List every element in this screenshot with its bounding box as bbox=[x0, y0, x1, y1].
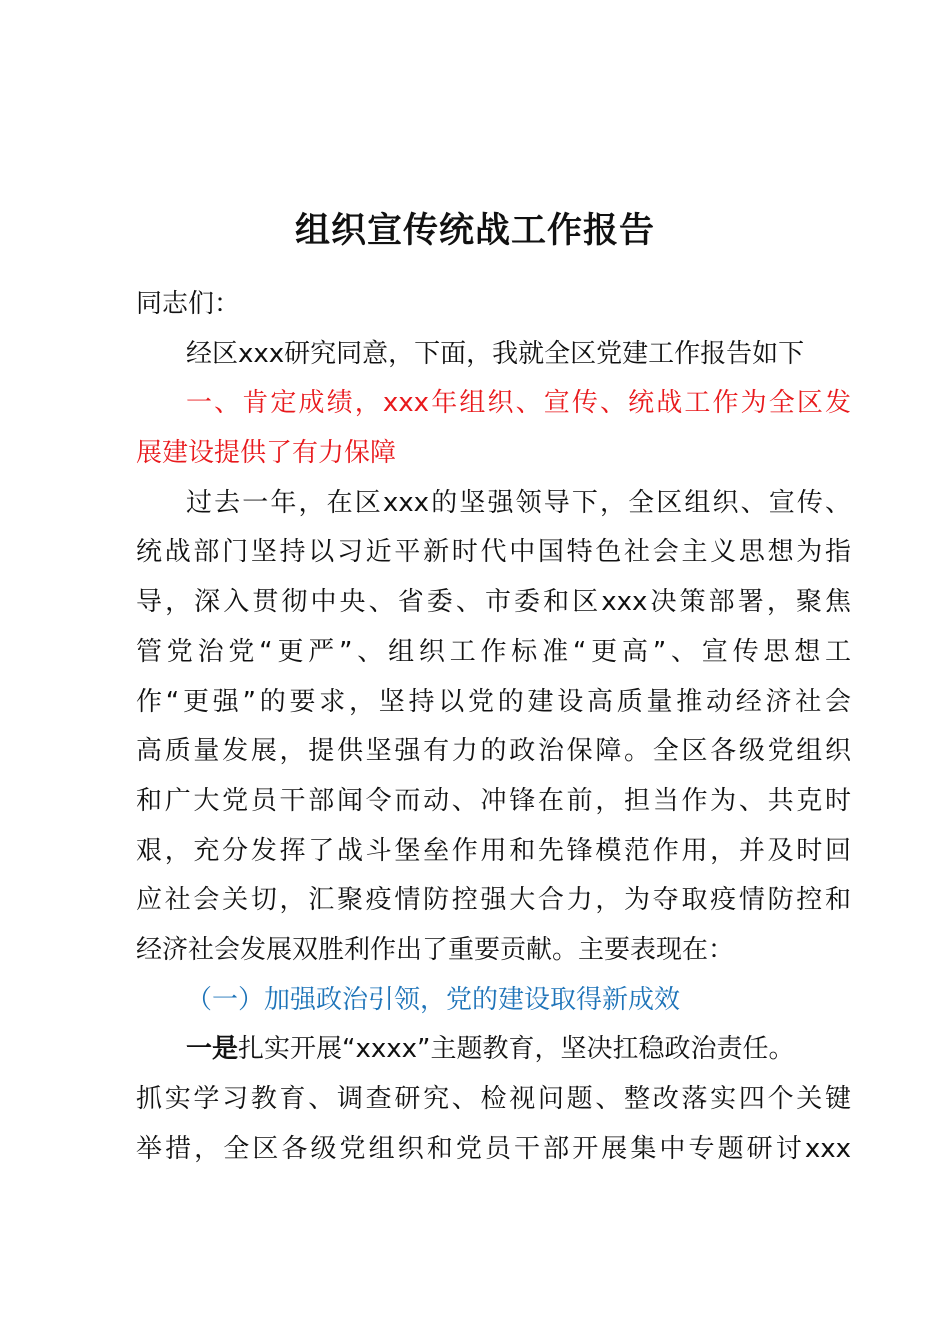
paragraph-line: 抓实学习教育、调查研究、检视问题、整改落实四个关键 bbox=[136, 1084, 851, 1114]
paragraph-line: 经济社会发展双胜利作出了重要贡献。主要表现在： bbox=[136, 934, 735, 965]
section-heading-line-1: 一、肯定成绩，xxx年组织、宣传、统战工作为全区发 bbox=[186, 388, 851, 419]
paragraph-line: 管党治党“更严”、组织工作标准“更高”、宣传思想工 bbox=[136, 636, 851, 667]
document-body bbox=[136, 280, 851, 1174]
paragraph-line: 作“更强”的要求，坚持以党的建设高质量推动经济社会 bbox=[136, 686, 851, 717]
salutation: 同志们： bbox=[136, 289, 241, 319]
document-title: 组织宣传统战工作报告 bbox=[294, 211, 655, 251]
paragraph-line bbox=[136, 1025, 851, 1075]
paragraph-line: 应社会关切，汇聚疫情防控强大合力，为夺取疫情防控和 bbox=[136, 885, 851, 916]
paragraph-line: 和广大党员干部闻令而动、冲锋在前，担当作为、共克时 bbox=[136, 785, 851, 816]
subsection-heading: （一）加强政治引领，党的建设取得新成效 bbox=[186, 984, 681, 1015]
point-marker: 一是 bbox=[186, 1034, 239, 1065]
paragraph-line: 统战部门坚持以习近平新时代中国特色社会主义思想为指 bbox=[136, 537, 851, 568]
paragraph-line: 过去一年，在区xxx的坚强领导下，全区组织、宣传、 bbox=[186, 487, 851, 518]
intro-paragraph: 经区xxx研究同意，下面，我就全区党建工作报告如下 bbox=[186, 338, 805, 369]
paragraph-line: 导，深入贯彻中央、省委、市委和区xxx决策部署，聚焦 bbox=[136, 587, 851, 618]
paragraph-line: 艰，充分发挥了战斗堡垒作用和先锋模范作用，并及时回 bbox=[136, 835, 851, 866]
paragraph-line: 举措，全区各级党组织和党员干部开展集中专题研讨xxx bbox=[136, 1133, 851, 1164]
section-heading-line-2: 展建设提供了有力保障 bbox=[136, 438, 397, 469]
paragraph-line: 高质量发展，提供坚强有力的政治保障。全区各级党组织 bbox=[136, 736, 851, 767]
point-text: 扎实开展“xxxx”主题教育，坚决扛稳政治责任。 bbox=[238, 1034, 795, 1065]
